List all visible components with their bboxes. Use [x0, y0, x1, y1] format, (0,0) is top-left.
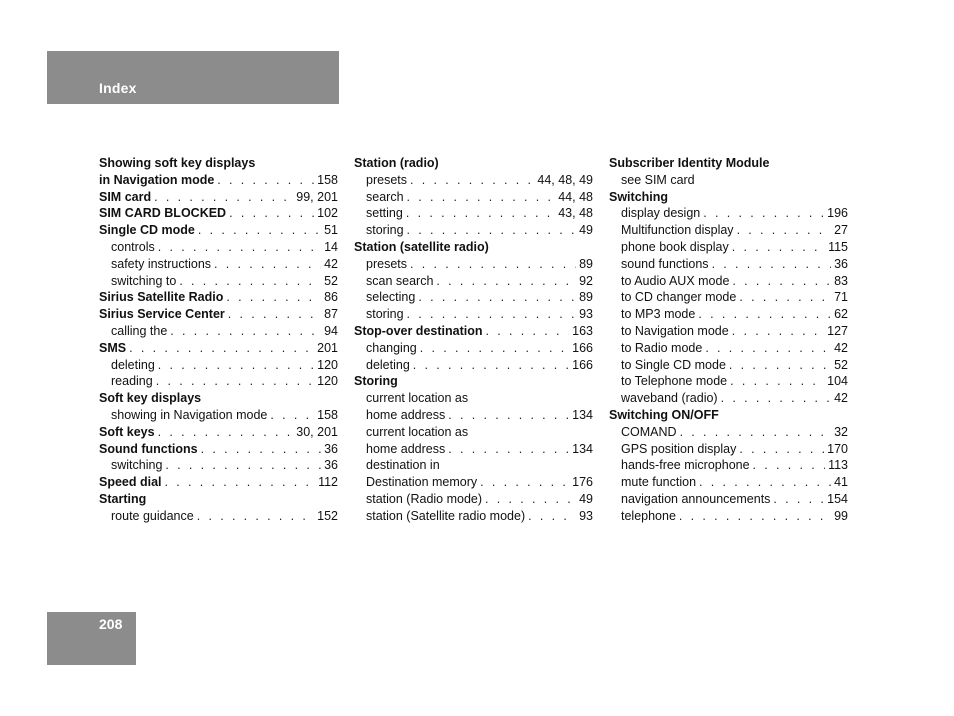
- index-entry: [609, 189, 848, 206]
- entry-term: reading: [111, 374, 153, 389]
- entry-term: station (Satellite radio mode): [366, 508, 526, 523]
- entry-page-ref: 99, 201: [296, 189, 338, 204]
- dot-leader: [712, 256, 832, 273]
- entry-term: deleting: [111, 357, 155, 372]
- entry-term: selecting: [366, 290, 416, 305]
- entry-term: home address: [366, 407, 446, 422]
- dot-leader: [485, 491, 576, 508]
- entry-term: Soft keys: [99, 424, 155, 439]
- dot-leader: [448, 441, 569, 458]
- index-subentry: [99, 239, 338, 256]
- entry-term: storing: [366, 307, 404, 322]
- entry-term: showing in Navigation mode: [111, 407, 268, 422]
- entry-page-ref: 166: [572, 340, 593, 355]
- index-subentry: [354, 172, 593, 189]
- entry-term: Soft key displays: [99, 391, 202, 406]
- entry-term: Sirius Satellite Radio: [99, 290, 224, 305]
- dot-leader: [226, 289, 321, 306]
- index-entry: [609, 407, 848, 424]
- index-entry: [99, 306, 338, 323]
- index-entry: [99, 222, 338, 239]
- dot-leader: [214, 256, 321, 273]
- dot-leader: [773, 491, 824, 508]
- entry-term: Station (satellite radio): [354, 239, 489, 254]
- entry-term: Destination memory: [366, 475, 478, 490]
- entry-term: hands-free microphone: [621, 458, 750, 473]
- index-subentry: [354, 357, 593, 374]
- entry-page-ref: 158: [317, 407, 338, 422]
- dot-leader: [485, 323, 569, 340]
- dot-leader: [270, 407, 314, 424]
- entry-page-ref: 158: [317, 172, 338, 187]
- index-subentry: [609, 357, 848, 374]
- dot-leader: [197, 508, 314, 525]
- dot-leader: [528, 508, 576, 525]
- entry-page-ref: 14: [324, 239, 338, 254]
- entry-page-ref: 104: [827, 374, 848, 389]
- entry-page-ref: 120: [317, 357, 338, 372]
- dot-leader: [156, 373, 314, 390]
- entry-term: home address: [366, 441, 446, 456]
- index-subentry: [609, 222, 848, 239]
- index-subentry: [354, 390, 593, 407]
- index-entry: [99, 205, 338, 222]
- dot-leader: [158, 239, 321, 256]
- entry-term: current location as: [366, 424, 469, 439]
- index-subentry: [609, 491, 848, 508]
- entry-term: phone book display: [621, 239, 729, 254]
- entry-page-ref: 27: [834, 223, 848, 238]
- index-subentry: [609, 289, 848, 306]
- index-column-1: [99, 155, 338, 525]
- entry-term: Subscriber Identity Module: [609, 156, 770, 170]
- entry-term: controls: [111, 239, 155, 254]
- index-subentry: [609, 239, 848, 256]
- entry-term: Stop-over destination: [354, 323, 483, 338]
- dot-leader: [410, 256, 576, 273]
- index-entry: [99, 390, 338, 407]
- entry-term: Showing soft key displays: [99, 156, 256, 170]
- entry-term: Speed dial: [99, 475, 162, 490]
- index-entry: [609, 155, 848, 172]
- entry-term: to MP3 mode: [621, 307, 696, 322]
- index-subentry: [354, 474, 593, 491]
- dot-leader: [410, 172, 534, 189]
- entry-page-ref: 62: [834, 307, 848, 322]
- dot-leader: [705, 340, 831, 357]
- entry-term: switching to: [111, 273, 177, 288]
- dot-leader: [129, 340, 314, 357]
- index-subentry: [354, 407, 593, 424]
- dot-leader: [448, 407, 569, 424]
- entry-page-ref: 36: [324, 441, 338, 456]
- index-subentry: [609, 323, 848, 340]
- entry-page-ref: 93: [579, 307, 593, 322]
- dot-leader: [154, 189, 293, 206]
- index-entry: [99, 289, 338, 306]
- entry-page-ref: 154: [827, 491, 848, 506]
- index-entry: [99, 491, 338, 508]
- index-entry: [99, 441, 338, 458]
- page-number-tab: [47, 612, 136, 665]
- index-subentry: [609, 340, 848, 357]
- entry-term: to Navigation mode: [621, 323, 729, 338]
- index-subentry: [354, 222, 593, 239]
- index-entry: [99, 189, 338, 206]
- dot-leader: [158, 424, 294, 441]
- index-subentry: [354, 256, 593, 273]
- entry-page-ref: 42: [834, 340, 848, 355]
- entry-page-ref: 30, 201: [296, 424, 338, 439]
- entry-term: COMAND: [621, 424, 677, 439]
- entry-term: station (Radio mode): [366, 491, 483, 506]
- dot-leader: [217, 172, 314, 189]
- dot-leader: [179, 273, 321, 290]
- entry-term: search: [366, 189, 404, 204]
- entry-term: waveband (radio): [621, 391, 718, 406]
- entry-page-ref: 196: [827, 206, 848, 221]
- entry-page-ref: 92: [579, 273, 593, 288]
- entry-page-ref: 42: [834, 391, 848, 406]
- dot-leader: [420, 340, 569, 357]
- entry-term: scan search: [366, 273, 434, 288]
- entry-term: SIM card: [99, 189, 152, 204]
- entry-term: sound functions: [621, 256, 709, 271]
- index-subentry: [99, 256, 338, 273]
- entry-page-ref: 51: [324, 223, 338, 238]
- entry-term: GPS position display: [621, 441, 737, 456]
- entry-term: destination in: [366, 458, 440, 473]
- dot-leader: [198, 222, 321, 239]
- entry-term: presets: [366, 172, 407, 187]
- entry-page-ref: 115: [828, 239, 848, 254]
- entry-page-ref: 134: [572, 441, 593, 456]
- dot-leader: [480, 474, 569, 491]
- index-subentry: [354, 205, 593, 222]
- entry-page-ref: 32: [834, 424, 848, 439]
- dot-leader: [739, 289, 831, 306]
- entry-term: Storing: [354, 374, 398, 389]
- entry-page-ref: 49: [579, 491, 593, 506]
- entry-term: Multifunction display: [621, 223, 734, 238]
- entry-page-ref: 127: [827, 323, 848, 338]
- entry-term: storing: [366, 223, 404, 238]
- entry-page-ref: 102: [317, 206, 338, 221]
- index-subentry: [99, 373, 338, 390]
- dot-leader: [165, 457, 321, 474]
- entry-term: current location as: [366, 391, 469, 406]
- header-tab: [47, 51, 339, 104]
- index-subentry: [609, 172, 848, 189]
- entry-page-ref: 52: [834, 357, 848, 372]
- index-entry: [99, 424, 338, 441]
- entry-term: Station (radio): [354, 156, 439, 170]
- entry-term: presets: [366, 256, 407, 271]
- entry-term: SMS: [99, 340, 127, 355]
- index-subentry: [609, 306, 848, 323]
- entry-page-ref: 134: [572, 407, 593, 422]
- index-subentry: [609, 441, 848, 458]
- entry-page-ref: 113: [828, 458, 848, 473]
- dot-leader: [679, 508, 831, 525]
- index-subentry: [99, 508, 338, 525]
- entry-term: safety instructions: [111, 256, 212, 271]
- entry-page-ref: 89: [579, 256, 593, 271]
- dot-leader: [732, 239, 825, 256]
- entry-term: display design: [621, 206, 701, 221]
- dot-leader: [158, 357, 314, 374]
- entry-term: in Navigation mode: [99, 172, 215, 187]
- entry-page-ref: 152: [317, 508, 338, 523]
- dot-leader: [698, 306, 831, 323]
- index-subentry: [354, 340, 593, 357]
- index-subentry: [354, 491, 593, 508]
- dot-leader: [721, 390, 832, 407]
- dot-leader: [413, 357, 569, 374]
- index-entry: [99, 340, 338, 357]
- index-subentry: [609, 508, 848, 525]
- page-number: 208: [99, 616, 123, 632]
- index-subentry: [609, 205, 848, 222]
- entry-term: see SIM card: [621, 172, 695, 187]
- entry-page-ref: 112: [318, 475, 338, 490]
- entry-term: route guidance: [111, 508, 194, 523]
- page-title: Index: [99, 80, 137, 96]
- index-subentry: [354, 508, 593, 525]
- dot-leader: [739, 441, 824, 458]
- entry-page-ref: 44, 48: [558, 189, 593, 204]
- index-entry: [99, 474, 338, 491]
- entry-term: SIM CARD BLOCKED: [99, 206, 227, 221]
- entry-page-ref: 49: [579, 223, 593, 238]
- index-subentry: [354, 189, 593, 206]
- entry-term: Switching: [609, 189, 669, 204]
- entry-page-ref: 52: [324, 273, 338, 288]
- index-subentry: [609, 256, 848, 273]
- entry-page-ref: 201: [317, 340, 338, 355]
- index-subentry: [354, 424, 593, 441]
- entry-term: to Audio AUX mode: [621, 273, 730, 288]
- dot-leader: [680, 424, 832, 441]
- dot-leader: [228, 306, 321, 323]
- dot-leader: [730, 373, 824, 390]
- index-subentry: [609, 457, 848, 474]
- entry-page-ref: 89: [579, 290, 593, 305]
- entry-term: calling the: [111, 323, 168, 338]
- entry-term: telephone: [621, 508, 676, 523]
- entry-term: to Single CD mode: [621, 357, 726, 372]
- entry-term: to Telephone mode: [621, 374, 728, 389]
- dot-leader: [737, 222, 832, 239]
- dot-leader: [732, 273, 831, 290]
- dot-leader: [729, 357, 831, 374]
- index-subentry: [99, 357, 338, 374]
- index-subentry: [609, 474, 848, 491]
- index-subentry: [99, 457, 338, 474]
- index-subentry: [354, 306, 593, 323]
- dot-leader: [170, 323, 321, 340]
- entry-page-ref: 83: [834, 273, 848, 288]
- entry-term: setting: [366, 206, 403, 221]
- entry-page-ref: 163: [572, 323, 593, 338]
- dot-leader: [165, 474, 316, 491]
- dot-leader: [406, 205, 555, 222]
- index-subentry: [609, 424, 848, 441]
- index-subentry: [609, 373, 848, 390]
- entry-page-ref: 43, 48: [558, 206, 593, 221]
- entry-page-ref: 176: [572, 475, 593, 490]
- index-entry: [99, 172, 338, 189]
- entry-term: Single CD mode: [99, 223, 195, 238]
- index-column-3: [609, 155, 848, 525]
- entry-term: deleting: [366, 357, 410, 372]
- entry-term: mute function: [621, 475, 697, 490]
- entry-term: to CD changer mode: [621, 290, 737, 305]
- entry-page-ref: 166: [572, 357, 593, 372]
- entry-page-ref: 36: [324, 458, 338, 473]
- index-subentry: [354, 273, 593, 290]
- index-subentry: [354, 457, 593, 474]
- index-subentry: [99, 273, 338, 290]
- entry-page-ref: 94: [324, 323, 338, 338]
- entry-page-ref: 87: [324, 307, 338, 322]
- index-subentry: [99, 407, 338, 424]
- entry-term: navigation announcements: [621, 491, 771, 506]
- dot-leader: [201, 441, 321, 458]
- dot-leader: [753, 457, 826, 474]
- dot-leader: [407, 189, 556, 206]
- dot-leader: [229, 205, 314, 222]
- dot-leader: [732, 323, 824, 340]
- entry-term: switching: [111, 458, 163, 473]
- index-subentry: [354, 441, 593, 458]
- index-entry: [354, 155, 593, 172]
- entry-term: Sirius Service Center: [99, 307, 225, 322]
- entry-page-ref: 44, 48, 49: [537, 172, 593, 187]
- entry-page-ref: 42: [324, 256, 338, 271]
- index-entry: [354, 323, 593, 340]
- entry-page-ref: 99: [834, 508, 848, 523]
- dot-leader: [699, 474, 831, 491]
- index-entry: [354, 239, 593, 256]
- dot-leader: [418, 289, 576, 306]
- dot-leader: [407, 306, 577, 323]
- entry-page-ref: 170: [827, 441, 848, 456]
- entry-page-ref: 41: [834, 475, 848, 490]
- entry-page-ref: 93: [579, 508, 593, 523]
- entry-page-ref: 120: [317, 374, 338, 389]
- entry-term: Switching ON/OFF: [609, 407, 719, 422]
- entry-term: Starting: [99, 491, 147, 506]
- entry-page-ref: 71: [834, 290, 848, 305]
- index-entry: [99, 155, 338, 172]
- entry-term: Sound functions: [99, 441, 198, 456]
- entry-term: to Radio mode: [621, 340, 703, 355]
- entry-page-ref: 86: [324, 290, 338, 305]
- index-subentry: [609, 273, 848, 290]
- index-subentry: [609, 390, 848, 407]
- entry-term: changing: [366, 340, 417, 355]
- index-entry: [354, 373, 593, 390]
- dot-leader: [703, 205, 824, 222]
- entry-page-ref: 36: [834, 256, 848, 271]
- dot-leader: [407, 222, 577, 239]
- dot-leader: [436, 273, 576, 290]
- index-subentry: [99, 323, 338, 340]
- index-subentry: [354, 289, 593, 306]
- index-column-2: [354, 155, 593, 525]
